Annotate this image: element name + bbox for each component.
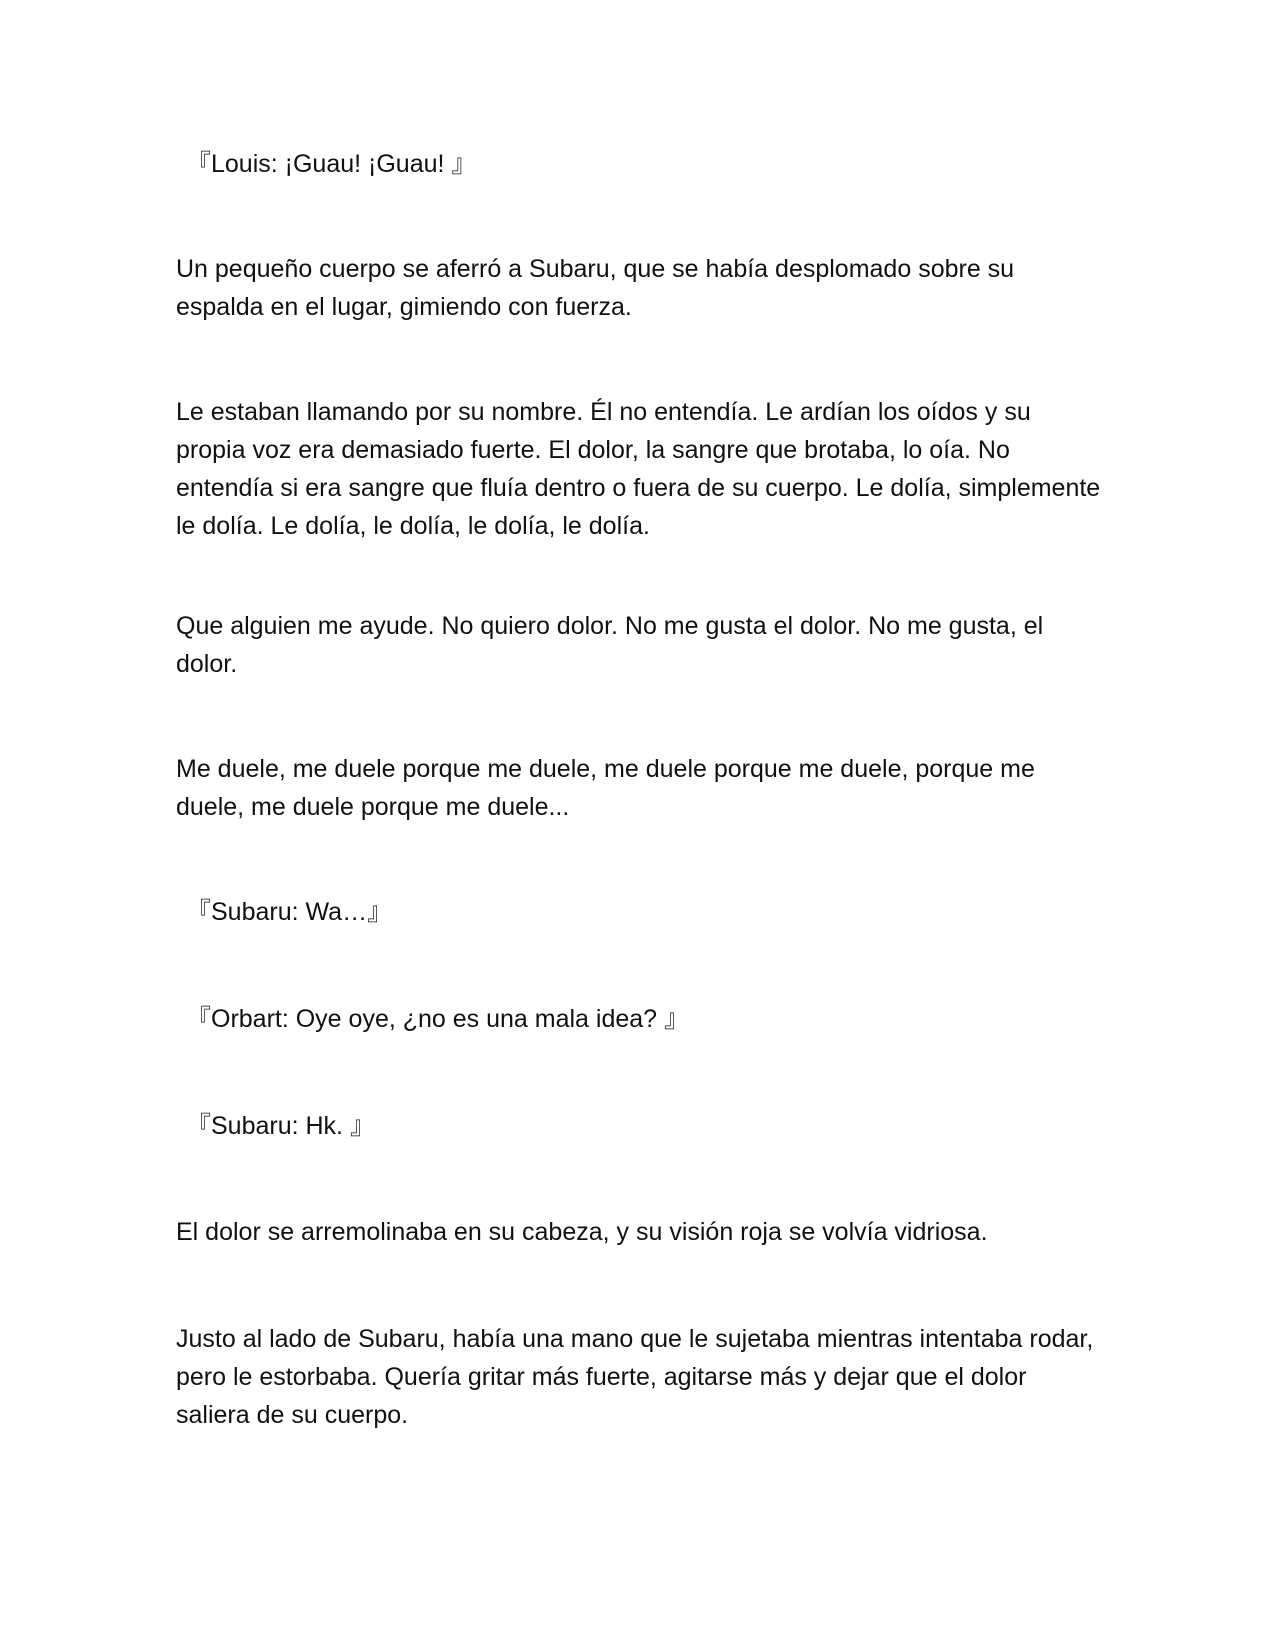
dialogue-subaru-1: 『Subaru: Wa…』 xyxy=(186,898,393,926)
dialogue-subaru-2: 『Subaru: Hk. 』 xyxy=(186,1112,375,1140)
paragraph-3: Que alguien me ayude. No quiero dolor. No me gusta el dolor. No me gusta, el dolor. xyxy=(176,612,1044,678)
dialogue-orbart: 『Orbart: Oye oye, ¿no es una mala idea? 』 xyxy=(186,1005,690,1033)
dialogue-louis: 『Louis: ¡Guau! ¡Guau! 』 xyxy=(186,150,477,178)
paragraph-1: Un pequeño cuerpo se aferró a Subaru, que se había desplomado sobre su espalda en el lugar, gimiendo con fuerza. xyxy=(176,255,1015,321)
paragraph-5: El dolor se arremolinaba en su cabeza, y su visión roja se volvía vidriosa. xyxy=(176,1218,988,1246)
paragraph-2: Le estaban llamando por su nombre. Él no entendía. Le ardían los oídos y su propia voz era demasiado fuerte. El dolor, la sangre que brotaba, lo oía. No entendía si era sangre que fluía dentro o fuera de su cuerpo. Le dolía, simplemente le dolía. Le dolía, le dolía, le dolía, le dolía. xyxy=(176,398,1101,540)
paragraph-6: Justo al lado de Subaru, había una mano que le sujetaba mientras intentaba rodar, pero le estorbaba. Quería gritar más fuerte, agitarse más y dejar que el dolor saliera de su cuerpo. xyxy=(176,1325,1094,1429)
paragraph-4: Me duele, me duele porque me duele, me duele porque me duele, porque me duele, me duele porque me duele... xyxy=(176,755,1035,821)
